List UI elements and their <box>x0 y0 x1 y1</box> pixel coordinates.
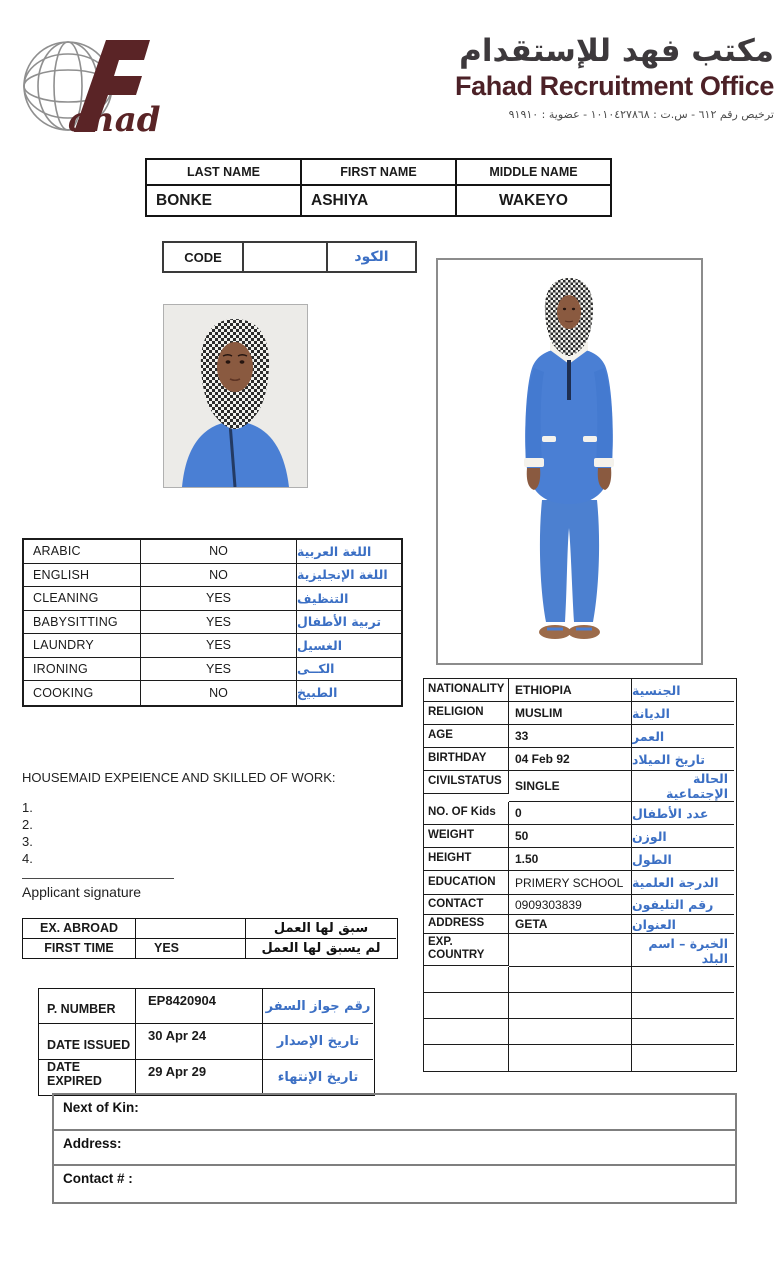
skill-label-arabic: التنظيف <box>297 587 401 611</box>
skill-label-arabic: تربية الأطفال <box>297 611 401 635</box>
info-label: CONTACT <box>424 895 509 915</box>
info-label-arabic: الوزن <box>632 825 734 848</box>
info-value: 0 <box>509 802 632 825</box>
passport-label-arabic: رقم جواز السفر <box>263 989 373 1024</box>
passport-label: P. NUMBER <box>39 989 136 1024</box>
experience-section-title: HOUSEMAID EXPEIENCE AND SKILLED OF WORK: <box>22 770 336 785</box>
info-label: WEIGHT <box>424 825 509 848</box>
code-label: CODE <box>164 243 244 271</box>
info-value: GETA <box>509 915 632 934</box>
skill-label: COOKING <box>24 681 141 705</box>
skill-value: YES <box>141 658 297 682</box>
experience-list <box>22 799 33 867</box>
kin-row <box>54 1166 735 1202</box>
passport-value: 30 Apr 24 <box>136 1024 263 1059</box>
info-empty-cell <box>509 967 632 993</box>
skill-label-arabic: اللغة الإنجليزية <box>297 564 401 588</box>
info-label: NO. OF Kids <box>424 802 509 825</box>
passport-label: DATE ISSUED <box>39 1024 136 1059</box>
abroad-value: YES <box>136 939 246 959</box>
skill-value: NO <box>141 681 297 705</box>
passport-label: DATE EXPIRED <box>39 1060 136 1095</box>
info-label: BIRTHDAY <box>424 748 509 771</box>
first-name-header: FIRST NAME <box>302 160 457 186</box>
info-value: 1.50 <box>509 848 632 871</box>
skill-label: BABYSITTING <box>24 611 141 635</box>
middle-name-header: MIDDLE NAME <box>457 160 610 186</box>
abroad-label-arabic: لم يسبق لها العمل <box>261 940 381 956</box>
office-title-english: Fahad Recruitment Office <box>455 70 774 101</box>
info-label: EXP. COUNTRY <box>424 934 509 966</box>
experience-item: 3. <box>22 834 33 849</box>
skill-label-arabic: اللغة العربية <box>297 540 401 564</box>
passport-value: EP8420904 <box>136 989 263 1024</box>
info-label-arabic: العمر <box>632 725 734 748</box>
first-name-value: ASHIYA <box>302 186 457 215</box>
skill-label: IRONING <box>24 658 141 682</box>
next-of-kin-label: Next of Kin: <box>63 1100 139 1115</box>
info-label-arabic: الديانة <box>632 702 734 725</box>
experience-item: 4. <box>22 851 33 866</box>
code-value-cell <box>244 243 328 271</box>
skill-label-arabic: الغسيل <box>297 634 401 658</box>
skill-value: NO <box>141 564 297 588</box>
info-label: CIVILSTATUS <box>424 771 509 794</box>
last-name-value: BONKE <box>147 186 302 215</box>
info-value: 33 <box>509 725 632 748</box>
info-empty-cell <box>632 1045 734 1071</box>
info-value: 0909303839 <box>509 895 632 915</box>
info-empty-cell <box>509 1019 632 1045</box>
skill-label: CLEANING <box>24 587 141 611</box>
skill-value: YES <box>141 611 297 635</box>
signature-label: Applicant signature <box>22 884 142 900</box>
skill-label: LAUNDRY <box>24 634 141 658</box>
info-label: AGE <box>424 725 509 748</box>
abroad-label-arabic: سبق لها العمل <box>246 919 396 939</box>
info-label: HEIGHT <box>424 848 509 871</box>
experience-item: 2. <box>22 817 33 832</box>
skill-label-arabic: الطبيخ <box>297 685 338 701</box>
info-label-arabic: الحالة الإجتماعية <box>632 771 734 802</box>
next-of-kin-table <box>52 1093 737 1204</box>
experience-item: 1. <box>22 800 33 815</box>
license-line: ترخيص رقم ٦١٢ - س.ت : ١٠١٠٤٢٧٨٦٨ - عضوية : ٩١٩١٠ <box>508 107 774 121</box>
info-label-arabic: الجنسية <box>632 679 734 702</box>
info-label-arabic: الخبرة – اسم البلد <box>632 934 734 967</box>
info-empty-cell <box>424 1019 509 1045</box>
passport-label-arabic: تاريخ الإنتهاء <box>277 1069 359 1085</box>
logo-script-text: ahad <box>68 100 161 140</box>
info-value <box>509 934 632 967</box>
info-empty-cell <box>424 967 509 993</box>
info-label-arabic: العنوان <box>632 915 734 934</box>
applicant-full-body-photo <box>436 258 703 665</box>
signature-line <box>22 878 174 879</box>
fahad-logo <box>16 26 168 142</box>
abroad-value <box>136 919 246 939</box>
applicant-portrait-photo <box>163 304 308 488</box>
kin-address-label: Address: <box>63 1135 122 1151</box>
info-value: 04 Feb 92 <box>509 748 632 771</box>
info-empty-cell <box>632 993 734 1019</box>
info-label-arabic: عدد الأطفال <box>632 802 734 825</box>
skill-value: YES <box>141 634 297 658</box>
info-label-arabic: تاريخ الميلاد <box>632 748 734 771</box>
info-empty-cell <box>424 993 509 1019</box>
info-label: EDUCATION <box>424 871 509 895</box>
abroad-label: FIRST TIME <box>23 939 136 959</box>
skill-label: ENGLISH <box>24 564 141 588</box>
abroad-label: EX. ABROAD <box>23 919 136 939</box>
kin-row <box>54 1095 735 1131</box>
passport-value: 29 Apr 29 <box>136 1060 263 1095</box>
skill-value: YES <box>141 587 297 611</box>
abroad-experience-table <box>22 918 398 959</box>
code-table <box>162 241 417 273</box>
name-table <box>145 158 612 217</box>
skill-label-arabic: الكــى <box>297 658 401 682</box>
info-label-arabic: رقم التليفون <box>632 895 734 915</box>
info-label: ADDRESS <box>424 915 509 934</box>
info-label: NATIONALITY <box>424 679 509 702</box>
middle-name-value: WAKEYO <box>499 191 568 209</box>
kin-contact-label: Contact # : <box>63 1171 133 1186</box>
info-value: ETHIOPIA <box>509 679 632 702</box>
face <box>217 342 253 392</box>
office-title-arabic: مكتب فهد للإستقدام <box>459 33 774 69</box>
info-empty-cell <box>509 1045 632 1071</box>
skill-value: NO <box>141 540 297 564</box>
personal-info-table <box>423 678 737 1072</box>
passport-label-arabic: تاريخ الإصدار <box>263 1024 373 1059</box>
skill-label: ARABIC <box>24 540 141 564</box>
info-empty-cell <box>632 967 734 993</box>
info-label-arabic: الطول <box>632 848 734 871</box>
passport-table <box>38 988 375 1096</box>
info-label: RELIGION <box>424 702 509 725</box>
skills-table <box>22 538 403 707</box>
info-value: PRIMERY SCHOOL <box>509 871 632 895</box>
header-title-block <box>455 34 774 121</box>
kin-row <box>54 1131 735 1167</box>
info-empty-cell <box>632 1019 734 1045</box>
last-name-header: LAST NAME <box>147 160 302 186</box>
info-value: SINGLE <box>509 771 632 802</box>
info-label-arabic: الدرجة العلمية <box>632 871 734 895</box>
info-empty-cell <box>509 993 632 1019</box>
info-empty-cell <box>424 1045 509 1071</box>
info-value: MUSLIM <box>509 702 632 725</box>
info-value: 50 <box>509 825 632 848</box>
face <box>557 295 581 329</box>
code-label-arabic: الكود <box>354 249 389 265</box>
